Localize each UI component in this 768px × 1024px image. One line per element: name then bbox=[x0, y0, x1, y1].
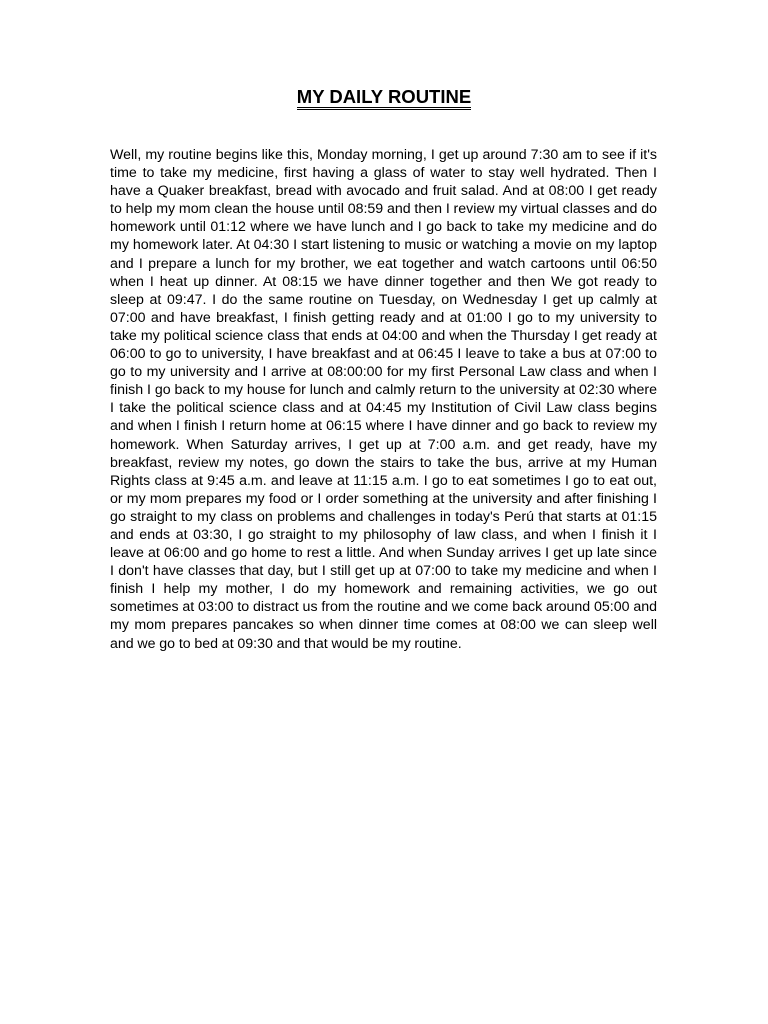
document-body-paragraph: Well, my routine begins like this, Monday morning, I get up around 7:30 am to see if it's time to take my medicine, first having a glass of water to stay well hydrated. Then I have a Quaker breakfast, bread with avocado and fruit salad. And at 08:00 I get ready to help my mom clean the house until 08:59 and then I review my virtual classes and do homework until 01:12 where we have lunch and I go back to take my medicine and do my homework later. At 04:30 I start listening to music or watching a movie on my laptop and I prepare a lunch for my brother, we eat together and watch cartoons until 06:50 when I heat up dinner. At 08:15 we have dinner together and then We got ready to sleep at 09:47. I do the same routine on Tuesday, on Wednesday I get up calmly at 07:00 and have breakfast, I finish getting ready and at 01:00 I go to my university to take my political science class that ends at 04:00 and when the Thursday I get ready at 06:00 to go to university, I have breakfast and at 06:45 I leave to take a bus at 07:00 to go to my university and I arrive at 08:00:00 for my first Personal Law class and when I finish I go back to my house for lunch and calmly return to the university at 02:30 where I take the political science class and at 04:45 my Institution of Civil Law class begins and when I finish I return home at 06:15 where I have dinner and go back to review my homework. When Saturday arrives, I get up at 7:00 a.m. and get ready, have my breakfast, review my notes, go down the stairs to take the bus, arrive at my Human Rights class at 9:45 a.m. and leave at 11:15 a.m. I go to eat sometimes I go to eat out, or my mom prepares my food or I order something at the university and after finishing I go straight to my class on problems and challenges in today's Perú that starts at 01:15 and ends at 03:30, I go straight to my philosophy of law class, and when I finish it I leave at 06:00 and go home to rest a little. And when Sunday arrives I get up late since I don't have classes that day, but I still get up at 07:00 to take my medicine and when I finish I help my mother, I do my homework and remaining activities, we go out sometimes at 03:00 to distract us from the routine and we come back around 05:00 and my mom prepares pancakes so when dinner time comes at 08:00 we can sleep well and we go to bed at 09:30 and that would be my routine. bbox=[110, 147, 657, 652]
document-title-text: MY DAILY ROUTINE bbox=[297, 87, 471, 110]
document-title bbox=[0, 86, 768, 110]
